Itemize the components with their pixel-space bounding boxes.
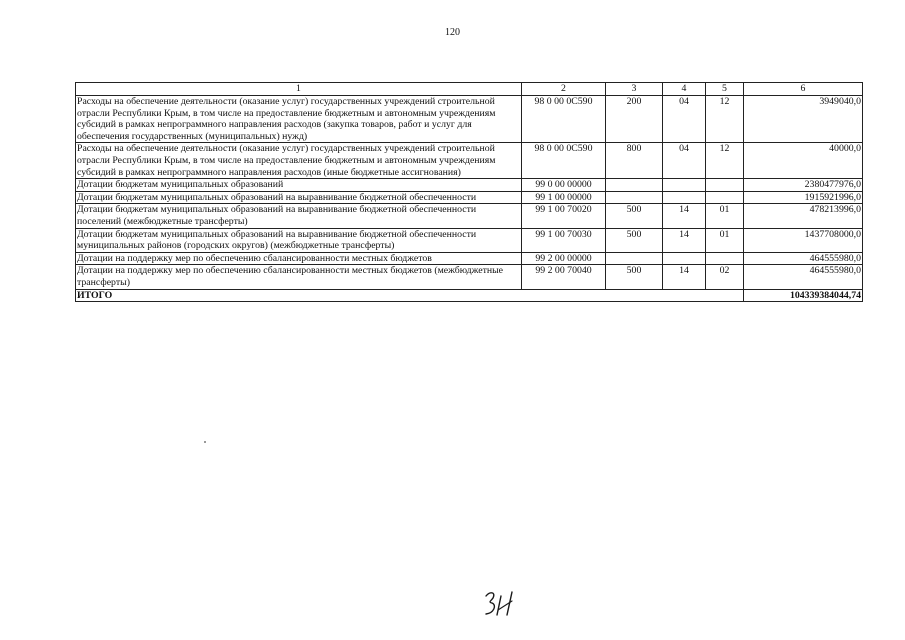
section-cell: 04 (663, 96, 706, 143)
column-header: 5 (706, 83, 744, 96)
total-label: ИТОГО (76, 289, 522, 302)
expense-type-cell (606, 252, 663, 265)
section-cell: 14 (663, 265, 706, 289)
subsection-cell: 02 (706, 265, 744, 289)
sum-cell: 464555980,0 (744, 265, 863, 289)
table-row (76, 228, 863, 252)
expense-type-cell (606, 191, 663, 204)
total-blank-cell (706, 289, 744, 302)
table-row (76, 252, 863, 265)
handwritten-page-mark (482, 588, 522, 618)
target-code-cell: 99 1 00 00000 (522, 191, 606, 204)
total-sum: 104339384044,74 (744, 289, 863, 302)
subsection-cell (706, 252, 744, 265)
sum-cell: 1437708000,0 (744, 228, 863, 252)
expense-name-cell: Дотации бюджетам муниципальных образований на выравнивание бюджетной обеспеченности (76, 191, 522, 204)
sum-cell: 478213996,0 (744, 204, 863, 228)
section-cell (663, 191, 706, 204)
table-row (76, 179, 863, 192)
expense-type-cell (606, 179, 663, 192)
section-cell (663, 179, 706, 192)
expense-type-cell: 500 (606, 204, 663, 228)
expense-name-cell: Расходы на обеспечение деятельности (оказание услуг) государственных учреждений строительной отрасли Республики Крым, в том числе на предоставление бюджетным и автономным учреждениям субсидий в рамках непрограммного направления расходов (иные бюджетные ассигнования) (76, 143, 522, 179)
expense-name-cell: Расходы на обеспечение деятельности (оказание услуг) государственных учреждений строительной отрасли Республики Крым, в том числе на предоставление бюджетным и автономным учреждениям субсидий в рамках непрограммного направления расходов (закупка товаров, работ и услуг для обеспечения государственных (муниципальных) нужд) (76, 96, 522, 143)
budget-table (75, 82, 863, 302)
expense-name-cell: Дотации бюджетам муниципальных образований на выравнивание бюджетной обеспеченности поселений (межбюджетные трансферты) (76, 204, 522, 228)
expense-type-cell: 200 (606, 96, 663, 143)
section-cell: 04 (663, 143, 706, 179)
table-row (76, 191, 863, 204)
total-blank-cell (663, 289, 706, 302)
expense-name-cell: Дотации на поддержку мер по обеспечению сбалансированности местных бюджетов (76, 252, 522, 265)
column-header: 2 (522, 83, 606, 96)
scan-speck (204, 441, 206, 443)
expense-name-cell: Дотации бюджетам муниципальных образований (76, 179, 522, 192)
target-code-cell: 99 2 00 70040 (522, 265, 606, 289)
column-header: 1 (76, 83, 522, 96)
sum-cell: 2380477976,0 (744, 179, 863, 192)
subsection-cell: 12 (706, 143, 744, 179)
table-header-row (76, 83, 863, 96)
target-code-cell: 99 1 00 70030 (522, 228, 606, 252)
expense-name-cell: Дотации на поддержку мер по обеспечению сбалансированности местных бюджетов (межбюджетные трансферты) (76, 265, 522, 289)
table-row (76, 96, 863, 143)
page-number: 120 (445, 27, 460, 38)
expense-name-cell: Дотации бюджетам муниципальных образований на выравнивание бюджетной обеспеченности муниципальных районов (городских округов) (межбюджетные трансферты) (76, 228, 522, 252)
target-code-cell: 99 2 00 00000 (522, 252, 606, 265)
table-row (76, 204, 863, 228)
section-cell (663, 252, 706, 265)
column-header: 3 (606, 83, 663, 96)
target-code-cell: 99 0 00 00000 (522, 179, 606, 192)
expense-type-cell: 500 (606, 265, 663, 289)
subsection-cell: 12 (706, 96, 744, 143)
subsection-cell: 01 (706, 228, 744, 252)
target-code-cell: 98 0 00 0С590 (522, 96, 606, 143)
section-cell: 14 (663, 228, 706, 252)
table-row (76, 143, 863, 179)
sum-cell: 464555980,0 (744, 252, 863, 265)
target-code-cell: 98 0 00 0С590 (522, 143, 606, 179)
total-blank-cell (522, 289, 606, 302)
expense-type-cell: 800 (606, 143, 663, 179)
section-cell: 14 (663, 204, 706, 228)
sum-cell: 3949040,0 (744, 96, 863, 143)
expense-type-cell: 500 (606, 228, 663, 252)
total-blank-cell (606, 289, 663, 302)
subsection-cell: 01 (706, 204, 744, 228)
sum-cell: 1915921996,0 (744, 191, 863, 204)
target-code-cell: 99 1 00 70020 (522, 204, 606, 228)
column-header: 6 (744, 83, 863, 96)
subsection-cell (706, 191, 744, 204)
subsection-cell (706, 179, 744, 192)
total-row (76, 289, 863, 302)
column-header: 4 (663, 83, 706, 96)
table-row (76, 265, 863, 289)
sum-cell: 40000,0 (744, 143, 863, 179)
